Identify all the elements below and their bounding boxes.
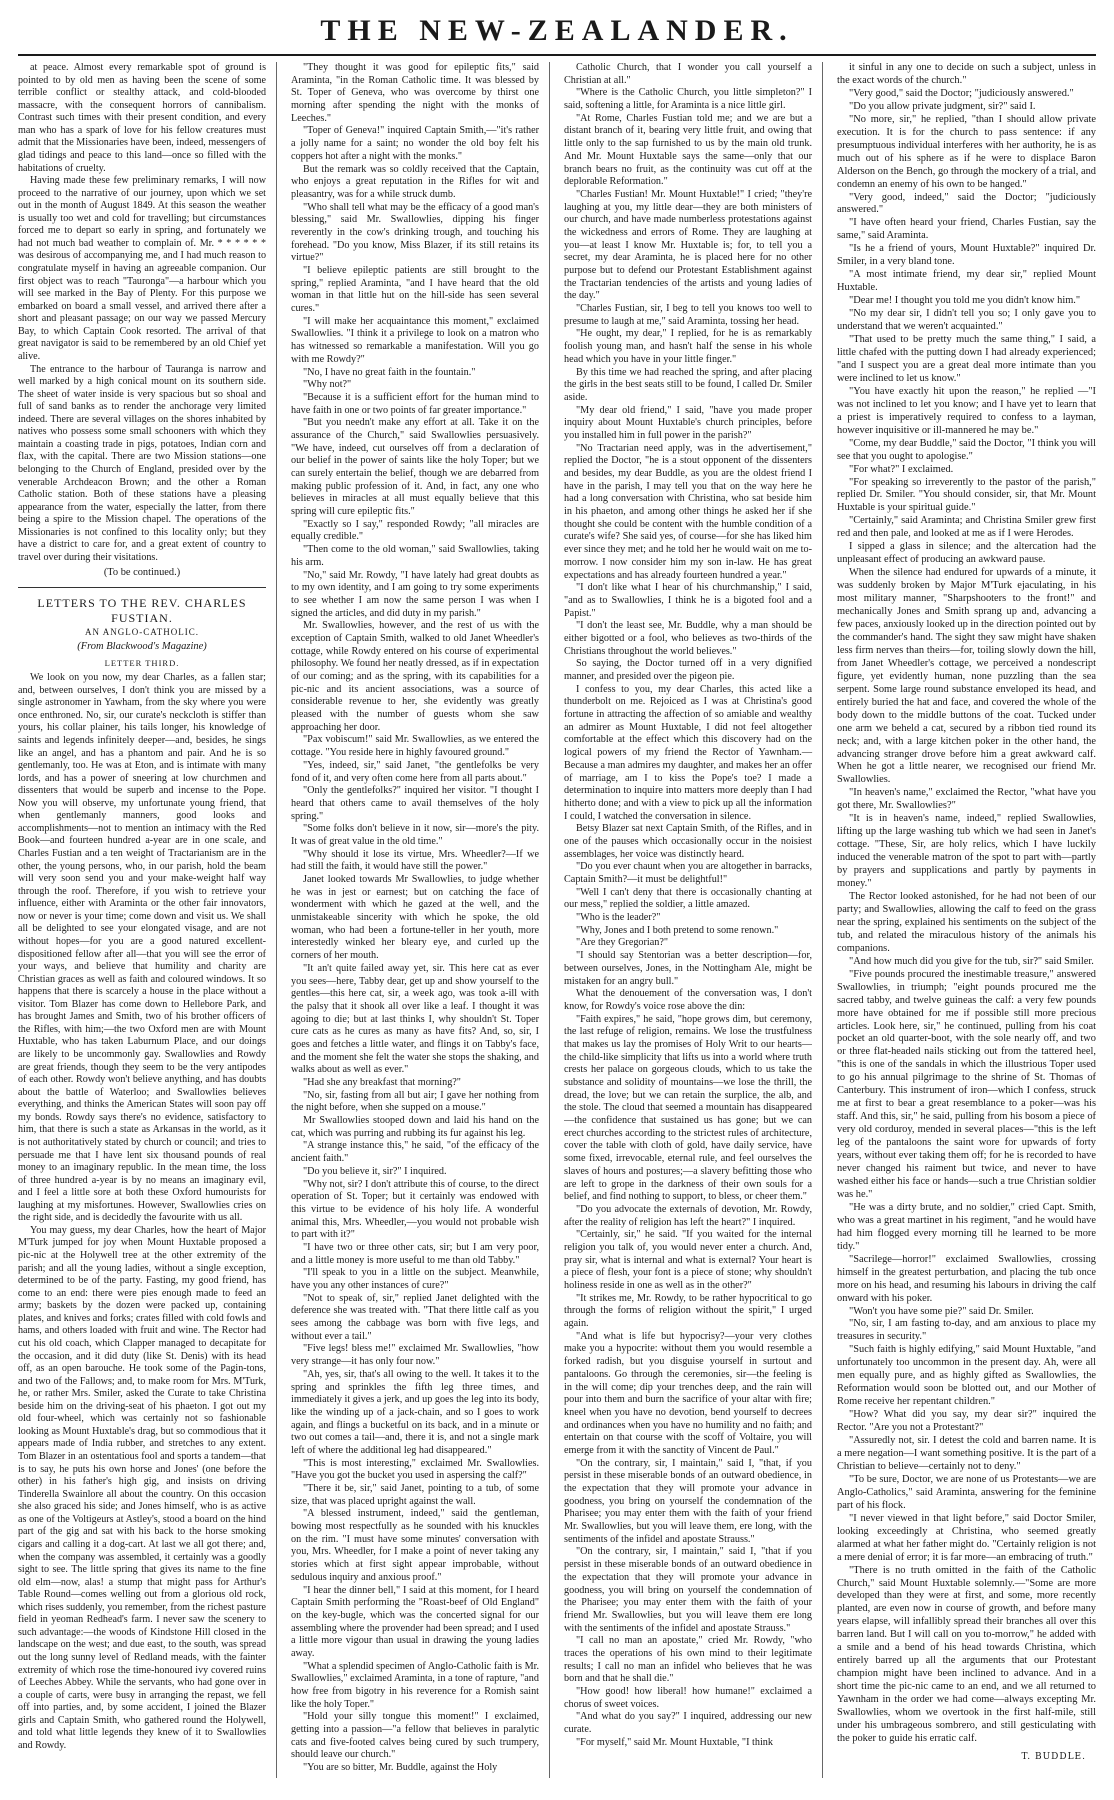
- paragraph: "Pax vobiscum!" said Mr. Swallowlies, as we entered the cottage. "You reside here in highly favoured ground.": [291, 734, 539, 759]
- paragraph: "How good! how liberal! how humane!" exclaimed a chorus of sweet voices.: [564, 1686, 812, 1710]
- paragraph: "Very good, indeed," said the Doctor; "judiciously answered.": [837, 191, 1096, 216]
- paragraph: I sipped a glass in silence; and the altercation had the unpleasant effect of producing an awkward pause.: [837, 541, 1096, 566]
- article-divider: [18, 587, 266, 588]
- paragraph: "No more, sir," he replied, "than I should allow private execution. It is for the church to pass sentence: if any presumptuous individual interferes with her authority, he is as much out of his sphere as if he were to displace Baron Alderson on the Bench, go through the mockery of a trial, and condemn an enemy of his own to be hanged.": [837, 113, 1096, 190]
- paragraph: "Do you ever chaunt when you are altogether in barracks, Captain Smith?—it must be delightful!": [564, 861, 812, 885]
- column-3: [564, 62, 823, 1778]
- paragraph: "In heaven's name," exclaimed the Rector, "what have you got there, Mr. Swallowlies?": [837, 787, 1096, 812]
- column-3-text: [564, 62, 812, 1749]
- paragraph: "I have often heard your friend, Charles Fustian, say the same," said Araminta.: [837, 217, 1096, 242]
- paragraph: "Who shall tell what may be the efficacy of a good man's blessing," said Mr. Swallowlies, dipping his finger reverently in the cow's drinking trough, and touching his forehead. "Do you know, Miss Blazer, if its still retains its virtue?": [291, 201, 539, 264]
- paragraph: "Faith expires," he said, "hope grows dim, but ceremony, the last refuge of religion, remains. We lose the trustfulness that makes us lay the promises of Holy Writ to our hearts—the child-like simplicity that lifts us into a world where truth crests her palace on gorgeous clouds, which to us take the substance and solidity of mountains—we lose the thrill, the dread, the love; but we can retain the surplice, the alb, and the stole. The cloud that seemed a mountain has disappeared—the confidence that sustained us has gone; but we can erect churches according to the strictest rules of architecture, cover the table with cloth of gold, have daily service, have some fixed, irrevocable, eternal rule, and feel ourselves the slaves of hours and postures;—a slavery befitting those who are left to grope in the darkness of their own souls for a belief, and find nothing to support, to bless, or cheer them.": [564, 1013, 812, 1203]
- paragraph: "I don't like what I hear of his churchmanship," I said, "and as to Swallowlies, I think he is a bigoted fool and a Papist.": [564, 582, 812, 619]
- paragraph: You may guess, my dear Charles, how the heart of Major M'Turk jumped for joy when Mount Huxtable proposed a pic-nic at the Holywell tree at the other extremity of the parish; and all the young ladies, without a single exception, determined to be of the party. Fasting, my good friend, has come to an end: there were pies enough made to feed an army; baskets by the dozen were packed up, containing plates, and knives and forks; crates filled with cold fowls and hams, and others loaded with fruit and wine. The Rector had cut his old coach, which Clapper managed to decapitate for the occasion, and it did duty (like St. Denis) with its head off, as an open barouche. He took some of the Pagin-tons, and two of the Fallows; and, to make room for Mrs. M'Turk, he, or rather Mrs. Smiler, asked the Curate to take Christina beside him on the driving-seat of his phaeton. I got out my old four-wheel, which was certainly not so fashionable looking as Mount Huxtable's drag, but so commodious that it appears made of India rubber, and stretches to any extent. Tom Blazer in an ostentatious fool and sports a tandem—that is to say, he puts his own horse and Jones' (one before the other) in his father's high gig, and insists on driving Tinderella Swainlore all about the country. On this occasion she also graced his side; and Jones himself, who is as active as one of the Voltigeurs at Astley's, stood a board on the hind part of the gig and sat with his back to the horse smoking cigars and calling it a dog-cart. At last we all got there; and, when the company was assembled, it certainly was a goodly sight to see. The little spring that gives its name to the fine old elm—now, alas! a stump that might pass for Arthur's Table Round—comes welling out from a glorious old rock, which rises suddenly, you remember, from the richest pasture field in yeoman Redhead's farm. I never saw the scenery to such advantage:—the woods of Kindstone Hill closed in the landscape on the west; and due east, to the south, was spread out the long sunny level of Redland meads, with the fainter extremity of which rose the time-honoured ivy covered ruins of Leeches Abbey. While the servants, who had gone over in a couple of carts, were busy in arranging the repast, we fell off into parties, and, by some accident, I joined the Blazer girls and Captain Smith, who gathered round the Holywell, and told what little legends they knew of it to Swallowlies and Rowdy.: [18, 1224, 266, 1751]
- paragraph: "I should say Stentorian was a better description—for, between ourselves, Jones, in the Nottingham Ale, might be mistaken for an angry bull.": [564, 950, 812, 987]
- paragraph: "How? What did you say, my dear sir?" inquired the Rector. "Are you not a Protestant?": [837, 1409, 1096, 1434]
- paragraph: "On the contrary, sir, I maintain," said I, "that if you persist in these miserable bonds of an outward obedience in the expectation that they will promote your advance in goodness, you will bring on yourself the condemnation of the Pharisee; you may enter them with the faith of your friend Mr. Swallowlies, but you will leave them ere long with the sentiments of the infidel and apostate Strauss.": [564, 1546, 812, 1634]
- paragraph: "Because it is a sufficient effort for the human mind to have faith in one or two points of far greater importance.": [291, 391, 539, 416]
- paragraph: "What a splendid specimen of Anglo-Catholic faith is Mr. Swallowlies," exclaimed Araminta, in a tone of rapture, "and how free from bigotry in his reverence for a Romish saint like the holy Toper.": [291, 1660, 539, 1710]
- signature: T. BUDDLE.: [1021, 1751, 1086, 1762]
- column-4-text: [837, 62, 1096, 1746]
- paragraph: Having made these few preliminary remarks, I will now proceed to the narrative of our journey, upon which we set out in the month of August 1849. At this season the weather is usually too wet and cold for travelling; but circumstances forced me to depart so early in spring, and fortunately we had not much bad weather to complain of. Mr. * * * * * * was desirous of accompanying me, and I had much reason to congratulate myself in having an agreeable companion. Our first object was to reach "Tauronga"—a harbour which you will see marked in the Bay of Plenty. For this purpose we embarked on board a small vessel, and arrived there after a short and pleasant passage; on our way we passed Mercury Bay, to which Captain Cook resorted. The arrival of that great navigator is said to be remembered by an old Chief yet alive.: [18, 175, 266, 362]
- paragraph: "No," said Mr. Rowdy, "I have lately had great doubts as to my own identity, and I am going to try some experiments to see whether I am now the same person I was when I signed the articles, and did duty in my parish.": [291, 569, 539, 619]
- column-4: [837, 62, 1096, 1778]
- paragraph: "Do you believe it, sir?" I inquired.: [303, 1165, 447, 1177]
- paragraph: "I'll speak to you in a little on the subject. Meanwhile, have you any other instances of cure?": [291, 1267, 539, 1291]
- paragraph: "I will make her acquaintance this moment," exclaimed Swallowlies. "I think it a privilege to look on a matron who has witnessed so remarkable a manifestation. Will you go with me Rowdy?": [291, 315, 539, 365]
- paragraph: "Toper of Geneva!" inquired Captain Smith,—"it's rather a jolly name for a saint; no wonder the old boy felt his coppers hot after a night with the monks.": [291, 125, 539, 162]
- paragraph: "No, sir, fasting from all but air; I gave her nothing from the night before, when she supped on a mouse.": [291, 1089, 539, 1114]
- paragraph: "There it be, sir," said Janet, pointing to a tub, of some size, that was placed upright against the wall.: [291, 1483, 539, 1507]
- paragraph: "Five legs! bless me!" exclaimed Mr. Swallowlies, "how very strange—it has only four now.": [291, 1343, 539, 1368]
- column-1-top-paragraphs: [18, 62, 266, 565]
- paragraph: "Some folks don't believe in it now, sir—more's the pity. It was of great value in the old time.": [291, 823, 539, 847]
- paragraph: "Won't you have some pie?" said Dr. Smiler.: [849, 1305, 1034, 1317]
- paragraph: "Certainly," said Araminta; and Christina Smiler grew first red and then pale, and looked at me as if I were Herodes.: [837, 515, 1096, 540]
- column-1-article-paragraphs: [18, 672, 266, 1752]
- paragraph: "No my dear sir, I didn't tell you so; I only gave you to understand that we weren't acquainted.": [837, 308, 1096, 333]
- newspaper-page: [18, 12, 1096, 1788]
- paragraph: "They thought it was good for epileptic fits," said Araminta, "in the Roman Catholic time. It was blessed by St. Toper of Geneva, who was overcome by thirst one morning after spending the night with the monks of Leeches.": [291, 62, 539, 124]
- paragraph: "Why not, sir? I don't attribute this of course, to the direct operation of St. Toper; but it certainly was endowed with this virtue to be evidence of his holy life. A wonderful animal this, Mrs. Wheedler,—you would not probable wish to part with it?": [291, 1178, 539, 1241]
- paragraph: "It is in heaven's name, indeed," replied Swallowlies, lifting up the large washing tub which we had seen in Janet's cottage. "These, Sir, are holy relics, which I have luckily induced the venerable matron of the spot to part with—partly by prayers and supplications and partly by payments in money.": [837, 813, 1096, 890]
- paragraph: "And what is life but hypocrisy?—your very clothes make you a hypocrite: without them you would resemble a forked radish, but you disguise yourself in surtout and pantaloons. Go through the ceremonies, sir—the feeling is in the will come; dip your trenches deep, and the rain will pour into them and burn the sacrifice of your altar with fire; kneel when you have no devotion, bend yourself to decrees and ordinances when you have no humility and no faith; and entertain on that course with the scoff of Voltaire, you will emerge from it with the sanctity of Vincent de Paul.": [564, 1330, 812, 1456]
- paragraph: "There is no truth omitted in the faith of the Catholic Church," said Mount Huxtable solemnly.—"Some are more developed than they were at first, and some, more recently planted, are even now in course of growth, and before many years elapse, will infallibly spread their branches all over this barren land. But I will call on you to-morrow," he added with a smile and a bend of his head towards Christina, which entirely barred up all the arguments that our Protestant champion might have been inclined to advance. And in a short time the pic-nic came to an end, and we all returned to Yawnham in the order we had come—always excepting Mr. Swallowlies, whom we overtook in the first half-mile, still under his umbrageous sombrero, and still gesticulating with the poker to guide his erratic calf.: [837, 1564, 1096, 1744]
- paragraph: "And what do you say?" I inquired, addressing our new curate.: [564, 1711, 812, 1736]
- article-title: LETTERS TO THE REV. CHARLES FUSTIAN.: [37, 596, 247, 626]
- article-part: LETTER THIRD.: [104, 657, 180, 668]
- paragraph: "A blessed instrument, indeed," said the gentleman, bowing most respectfully as he sounded with his knuckles on the rim. "I must have some minutes' conversation with you, Mrs. Wheedler, for I make a point of never taking any stories which at first sight appear improbable, without sedulous inquiry and anxious proof.": [291, 1508, 539, 1583]
- paragraph: "No, sir, I am fasting to-day, and am anxious to place my treasures in security.": [837, 1318, 1096, 1343]
- paragraph: By this time we had reached the spring, and after placing the girls in the best seats still to be found, I called Dr. Smiler aside.: [564, 366, 812, 403]
- column-2: [291, 62, 550, 1778]
- column-2-text: [291, 62, 539, 1775]
- article-source: (From Blackwood's Magazine): [77, 640, 207, 652]
- paragraph: "I believe epileptic patients are still brought to the spring," replied Araminta, "and I have heard that the old woman in that little hut on the hill-side has seen several cures.": [291, 265, 539, 315]
- paragraph: "A most intimate friend, my dear sir," replied Mount Huxtable.: [837, 269, 1096, 294]
- paragraph: "Why not?": [303, 379, 352, 391]
- paragraph: Mr Swallowlies stooped down and laid his hand on the cat, which was purring and rubbing its fur against his leg.: [291, 1115, 539, 1139]
- paragraph: it sinful in any one to decide on such a subject, unless in the exact words of the church.": [837, 62, 1096, 86]
- paragraph: "But you needn't make any effort at all. Take it on the assurance of the Church," said Swallowlies persuasively. "We have, indeed, cut ourselves off from a declaration of our belief in the power of saints like the holy Toper; but we can surely entertain the belief, though we are debarred from making public profession of it. And, in fact, any one who believes in miracles at all must equally believe that this spring will cure epileptic fits.": [291, 417, 539, 518]
- paragraph: "Yes, indeed, sir," said Janet, "the gentlefolks be very fond of it, and very often come here from all parts about.": [291, 759, 539, 784]
- paragraph: "Five pounds procured the inestimable treasure," answered Swallowlies, in triumph; "eight pounds procured me the sacred tabby, and twelve guineas the calf: a very few pounds more have obtained for me if possible still more precious articles. Look here, sir," he continued, pulling from his coat pocket an old quarter-boot, with the sole nearly off, and two or three flat-headed nails sticking out from the tattered heel, "this is one of the sandals in which the illustrious Toper used to go his annual pilgrimage to the shrine of St. Thomas of Canterbury. This instrument of iron—which I confess, struck me at first to bear a great resemblance to a poker—was his staff. And this, sir," he said, pulling from his bosom a piece of very old corduroy, mended in several places—"this is the left leg of the pantaloons the saint wore for upwards of forty years, without ever taking them off; for he is recorded to have never changed his raiment but twice, and never to have washed either his face or hands—such a true Christian soldier was he.": [837, 968, 1096, 1200]
- paragraph: "For what?" I exclaimed.: [849, 463, 954, 475]
- paragraph: "A strange instance this," he said, "of the efficacy of the ancient faith.": [291, 1140, 539, 1165]
- paragraph: I confess to you, my dear Charles, this acted like a thunderbolt on me. Rejoiced as I was at Christina's good fortune in attracting the affection of so amiable and wealthy an admirer as Mount Huxtable, I did not feel altogether comfortable at the effect which this discovery had on the logical powers of my friend the Rector of Yawnham.—Because a man admires my daughter, and makes her an offer of marriage, am I to kiss the Pope's toe? I made a determination to inquire into matters more deeply than I had hitherto done; and with a view to pick up all the information I could, I watched the conversation in silence.: [564, 683, 812, 822]
- paragraph: "I call no man an apostate," cried Mr. Rowdy, "who traces the operations of his own mind to their legitimate results; I call no man an infidel who believes that he was born and that he shall die.": [564, 1635, 812, 1685]
- paragraph: "Is he a friend of yours, Mount Huxtable?" inquired Dr. Smiler, in a very bland tone.: [837, 243, 1096, 268]
- paragraph: But the remark was so coldly received that the Captain, who enjoys a great reputation in the Rifles for wit and pleasantry, was for a while struck dumb.: [291, 163, 539, 200]
- paragraph: "Who is the leader?": [576, 912, 661, 924]
- paragraph: "To be sure, Doctor, we are none of us Protestants—we are Anglo-Catholics," said Araminta, answering for the feminine part of his flock.: [837, 1473, 1096, 1511]
- to-be-continued: (To be continued.): [103, 566, 181, 578]
- paragraph: "Are they Gregorian?": [576, 937, 669, 949]
- paragraph: "For myself," said Mr. Mount Huxtable, "I think: [576, 1736, 773, 1748]
- paragraph: "Not to speak of, sir," replied Janet delighted with the deference she was treated with. "That there little calf as you sees among the cabbage was born with five legs, and without ever a tail.": [291, 1292, 539, 1342]
- paragraph: "You are so bitter, Mr. Buddle, against the Holy: [303, 1762, 498, 1774]
- paragraph: "Certainly, sir," he said. "If you waited for the internal religion you talk of, you would never enter a church. And, pray sir, what is internal and what is external? Your heart is a piece of flesh, your font is a piece of stone; why shouldn't holiness reside in one as well as in the other?": [564, 1229, 812, 1291]
- paragraph: "Sacrilege—horror!" exclaimed Swallowlies, crossing himself in the greatest perturbation, and placing the tub once more on his head, and resuming his labours in driving the calf onward with his poker.: [837, 1253, 1096, 1304]
- paragraph: "He ought, my dear," I replied, for he is as remarkably foolish young man, and hasn't half the sense in his whole head which you have in your little finger.": [564, 328, 812, 365]
- paragraph: "Had she any breakfast that morning?": [303, 1077, 461, 1088]
- paragraph: "You have exactly hit upon the reason," he replied —"I was not inclined to let you know; and I have yet to learn that a priest is imperatively required to confess to a layman, however inquisitive or ill-mannered he may be.": [837, 385, 1096, 436]
- paragraph: "Do you allow private judgment, sir?" said I.: [849, 100, 1036, 112]
- paragraph: "For speaking so irreverently to the pastor of the parish," replied Dr. Smiler. "You should consider, sir, that Mr. Mount Huxtable is your spiritual guide.": [837, 476, 1096, 514]
- paragraph: "Hold your silly tongue this moment!" I exclaimed, getting into a passion—"a fellow that believes in paralytic cats and five-footed calves being cured by such trumpery, should leave our church.": [291, 1711, 539, 1761]
- paragraph: "He was a dirty brute, and no soldier," cried Capt. Smith, who was a great martinet in his regiment, "and he would have had him flogged every morning till he learned to be more tidy.": [837, 1201, 1096, 1252]
- paragraph: "No, I have no great faith in the fountain.": [303, 366, 476, 378]
- paragraph: "Such faith is highly edifying," said Mount Huxtable, "and unfortunately too uncommon in the present day. Ah, were all men equally pure, and as highly gifted as Swallowlies, the Reformation would soon be blotted out, and our Mother of Rome receive her repentant children.": [837, 1344, 1096, 1408]
- paragraph: "No Tractarian need apply, was in the advertisement," replied the Doctor, "he is a stout opponent of the dissenters and besides, my dear Buddle, as you are the oldest friend I have in the parish, I may tell you that on the way here he had a long conversation with Christina, who sat beside him in his phaeton, and among other things he asked her if she thought she could be content with the humble condition of a curate's wife? She said yes, of course—for she has liked him ever since they met; and he told her he would wait on me to-morrow. I now consider him my son in-law. He has great expectations and has already fourteen hundred a year.": [564, 442, 812, 581]
- paragraph: "Where is the Catholic Church, you little simpleton?" I said, softening a little, for Araminta is a nice little girl.: [564, 87, 812, 112]
- paragraph: "It strikes me, Mr. Rowdy, to be rather hypocritical to go through the forms of religion without the spirit," I urged again.: [564, 1292, 812, 1330]
- masthead: [18, 12, 1096, 56]
- paragraph: "Why should it lose its virtue, Mrs. Wheedler?—If we had still the faith, it would have still the power.": [291, 848, 539, 873]
- paragraph: The entrance to the harbour of Tauranga is narrow and well marked by a high conical mount on its southern side. The sheet of water inside is very spacious but so shoal and full of sand banks as to render the anchorage very limited indeed. There are several villages on the shores inhabited by natives who possess some small schooners with which they maintain a coasting trade in pigs, potatoes, Indian corn and flax, with the capital. There are two Mission stations—one belonging to the Church of England, presided over by the venerable Archdeacon Brown; and the other a Roman Catholic station. Both of these stations have a pleasing appearance from the water, especially the latter, from there being a spire to the Mission chapel. The operations of the Missionaries is not confined to this locality only; but they have a district to care for, and a great extent of country to travel over during their visitations.: [18, 363, 266, 563]
- paragraph: We look on you now, my dear Charles, as a fallen star; and, between ourselves, I don't think you are missed by a single astronomer in Yawham, from the sky where you were once enthroned. No, sir, our curate's neckcloth is stiffer than yours, his collar plainer, his tails longer, his knowledge of saints and legends infinitely deeper—and, besides, he sings like an angel, and has a phantom and pair. And he is so gentlemanly, too. He was at Eton, and is intimate with many lords, and has a power of sneering at low churchmen and dissenters that would be superb and incense to the Pope. Now you will observe, my unfortunate young friend, that when gentlemanly manners, good looks and accomplishments—not to mention an intimacy with the Red Book—and fourteen hundred a-year are in one scale, and Charles Fustian and a ten weight of Tractarianism are in the other, the young persons, who, in our parish, hold the beam will very soon send you and your make-weight half way through the roof. Therefore, if you wish to retrieve your influence, either with Araminta or the other fair innovators, now or never is your time; come down and visit us. We shall all be delighted to see your elongated visage, and are not without hopes—for you are a good natured excellent-dispositioned fellow after all—that you will see the error of your ways, and believe that humility and charity are Christian graces as well as faith and coloured windows. It so happens that there is scarcely a house in the place without a visitor. Tom Blazer has come down to Hellebore Park, and has brought James and Smith, two of his brother officers of the Rifles, with him;—the two Oxford men are with Mount Huxtable, who has taken Laburnum Place, and our doings are likely to be uncommonly gay. Swallowlies and Rowdy are great friends, though they seem to be the very antipodes of each other. Rowdy won't believe anything, and has doubts about the battle of Waterloo; and Swallowlies believes everything, and thinks the American States will soon pay off my bonds. Rowdy says there's no evidence, satisfactory to him, that there is such a state as Arkansas in the world, as it is not authoritatively stated by church or council; and tries to persuade me that I have lent six thousand pounds of real money to an imaginary republic. In the mean time, the loss of three hundred a-year is by no means an imaginary evil, and I feel a little sore at both these Oxford humourists for laughing at my misfortunes. However, Swallowlies cries on the right side, and is decidedly the favourite with us all.: [18, 672, 266, 1224]
- paragraph: "I hear the dinner bell," I said at this moment, for I heard Captain Smith performing the "Roast-beef of Old England" on the key-bugle, which was the concerted signal for our assembling where the provender had been spread; and I used a little more vigour than usual in drawing the young ladies away.: [291, 1584, 539, 1659]
- paragraph: "Then come to the old woman," said Swallowlies, taking his arm.: [291, 544, 539, 568]
- paragraph: "Charles Fustian, sir, I beg to tell you knows too well to presume to laugh at me," said Araminta, tossing her head.: [564, 303, 812, 327]
- paragraph: What the denouement of the conversation was, I don't know, for Rowdy's voice rose above the din:: [564, 988, 812, 1012]
- paragraph: The Rector looked astonished, for he had not been of our party; and Swallowlies, allowing the calf to feed on the grass near the spring, explained his sentiments on the subject of the tub, and related the miraculous history of the animals his companions.: [837, 891, 1096, 954]
- column-1-text: [18, 62, 266, 1753]
- paragraph: Catholic Church, that I wonder you call yourself a Christian at all.": [564, 62, 812, 86]
- paragraph: When the silence had endured for upwards of a minute, it was suddenly broken by Major M'Turk ejaculating, in his most military manner, "Sharpshooters to the front!" and mechanically Jones and Smith sprang up and, advancing a few paces, anxiously looked up in the direction pointed out by the commander's hand. The sight they saw might have shaken less firm nerves than theirs—for, toiling slowly down the hill, from Janet Wheedler's cottage, we perceived a nondescript figure, yet evidently human, none puzzling than the sea serpent. Some large round substance enveloped its head, and entirely buried the hat and face, and covered the whole of the body down to the middle buttons of the coat. Tucked under one arm we beheld a cat, secured by a ribbon tied round its neck; and, with a large kitchen poker in the other hand, the advancing stranger drove before him a great awkward calf. When he got a little nearer, we recognised our friend Mr. Swallowlies.: [837, 567, 1096, 786]
- paragraph: "On the contrary, sir, I maintain," said I, "that, if you persist in these miserable bonds of an outward obedience, in the expectation that they will promote your advance in goodness, you bring on yourself the condemnation of the Pharisee; you may enter them with the faith of your friend Mr. Swallowlies, but you will leave them, ere long, with the sentiments of the infidel and apostate Strauss.": [564, 1457, 812, 1545]
- paragraph: "At Rome, Charles Fustian told me; and we are but a distant branch of it, bearing very little fruit, and owing that little only to the sap furnished to us by the main old trunk. And Mr. Mount Huxtable says the same—only that our branch bears no fruit, as the continuity was cut off at the deplorable Reformation.": [564, 112, 812, 188]
- paragraph: "I have two or three other cats, sir; but I am very poor, and a little money is more useful to me than old Tabby.": [291, 1241, 539, 1266]
- paragraph: "Why, Jones and I both pretend to some renown.": [576, 924, 779, 936]
- paragraph: "Assuredly not, sir. I detest the cold and barren name. It is a mere negation—I want something positive. It is the part of a Christian to believe—certainly not to deny.": [837, 1435, 1096, 1472]
- paragraph: "Only the gentlefolks?" inquired her visitor. "I thought I heard that others came to avail themselves of the holy spring.": [291, 785, 539, 822]
- paragraph: "Charles Fustian! Mr. Mount Huxtable!" I cried; "they're laughing at you, my little dear—they are both ministers of our church, and have made numberless protestations against the wickedness and errors of Rome. They are laughing at you—at least I know Mr. Huxtable is; for, to tell you a secret, my dear Araminta, he is placed here for no other purpose but to defend our Protestant Establishment against the Tractarian tendencies of the artists and young ladies of the day.": [564, 188, 812, 302]
- paragraph: Janet looked towards Mr Swallowlies, to judge whether he was in jest or earnest; but on catching the face of wonderment with which he gazed at the well, and the unmistakeable sincerity with which he spoke, the old woman, who had been a fortune-teller in her youth, more interestedly winked her bleary eye, and curled up the corners of her mouth.: [291, 874, 539, 962]
- paragraph: "Dear me! I thought you told me you didn't know him.": [849, 295, 1081, 307]
- paragraph: "I don't the least see, Mr. Buddle, why a man should be either bigotted or a fool, who believes as two-thirds of the Christians throughout the world believes.": [564, 620, 812, 657]
- paragraph: So saying, the Doctor turned off in a very dignified manner, and presided over the pigeon pie.: [564, 658, 812, 682]
- paragraph: "And how much did you give for the tub, sir?" said Smiler.: [849, 955, 1094, 967]
- paragraph: Betsy Blazer sat next Captain Smith, of the Rifles, and in one of the pauses which occasionally occur in the noisiest assemblages, her voice was distinctly heard.: [564, 823, 812, 860]
- paragraph: "Do you advocate the externals of devotion, Mr. Rowdy, after the reality of religion has left the heart?" I inquired.: [564, 1203, 812, 1228]
- masthead-title: THE NEW-ZEALANDER.: [320, 14, 794, 47]
- article-subtitle: AN ANGLO-CATHOLIC.: [85, 627, 199, 638]
- paragraph: at peace. Almost every remarkable spot of ground is pointed to by old men as having been the scene of some terrible conflict or stealthy attack, and cold-blooded massacre, with the consequent horrors of cannibalism. Contrast such times with their present condition, and every man who has a spark of love for his fellow creatures must admit that the Missionaries have been, indeed, messengers of glad tidings and peace to this land—once so filled with the habitations of cruelty.: [18, 62, 266, 174]
- paragraph: "This is most interesting," exclaimed Mr. Swallowlies. "Have you got the bucket you used in aspersing the calf?": [291, 1457, 539, 1482]
- paragraph: "Well I can't deny that there is occasionally chanting at our mess," replied the soldier, a little amazed.: [564, 886, 812, 911]
- paragraph: "That used to be pretty much the same thing," I said, a little chafed with the putting down I had already experienced; "and I suspect you are a great deal more intimate than you were inclined to let us know.": [837, 334, 1096, 384]
- column-1: [18, 62, 277, 1778]
- paragraph: Mr. Swallowlies, however, and the rest of us with the exception of Captain Smith, walked to old Janet Wheedler's cottage, while Rowdy entered on his course of experimental philosophy. We found her neatly dressed, as if in expectation of our coming; and as the spring, with its capabilities for a pic-nic and its ancient associations, was a source of considerable revenue to her, she evidently was greatly pleased with the number of guests whom she saw approaching her door.: [291, 620, 539, 733]
- paragraph: "Come, my dear Buddle," said the Doctor, "I think you will see that you ought to apologise.": [837, 437, 1096, 462]
- paragraph: "I never viewed in that light before," said Doctor Smiler, looking exceedingly at Christina, who seemed greatly alarmed at what her father might do. "Certainly religion is not a mere denial of error; it is far more—an embracing of truth.": [837, 1512, 1096, 1563]
- paragraph: "Ah, yes, sir, that's all owing to the well. It takes it to the spring and sprinkles the fifth leg three times, and immediately it gives a jerk, and up goes the leg into its body, like the winding up of a jack-chain, and so I goes to work again, and flings a bucketful on its back, and in a minute or two out comes a tail—and, there it is, and not a single mark left of where the additional leg had disappeared.": [291, 1368, 539, 1456]
- paragraph: "Exactly so I say," responded Rowdy; "all miracles are equally credible.": [291, 518, 539, 543]
- paragraph: "It an't quite failed away yet, sir. This here cat as ever you sees—here, Tabby dear, get up and show yourself to the gentles—this here cat, sir, a week ago, was took a-ill with the palsy that it shook all over like a leaf. I thought it was agoing to die; but at last thinks I, why shouldn't St. Toper cure cats as he cures as many as have fits? And, so, sir, I goes and fetches a little water, and flings it on Tabby's face, and the moment she felt the water she stops the shaking, and walks about as well as ever.": [291, 962, 539, 1076]
- paragraph: "Very good," said the Doctor; "judiciously answered.": [849, 87, 1074, 99]
- paragraph: "My dear old friend," I said, "have you made proper inquiry about Mount Huxtable's church principles, before you installed him in full power in the parish?": [564, 404, 812, 441]
- columns: [18, 62, 1096, 1778]
